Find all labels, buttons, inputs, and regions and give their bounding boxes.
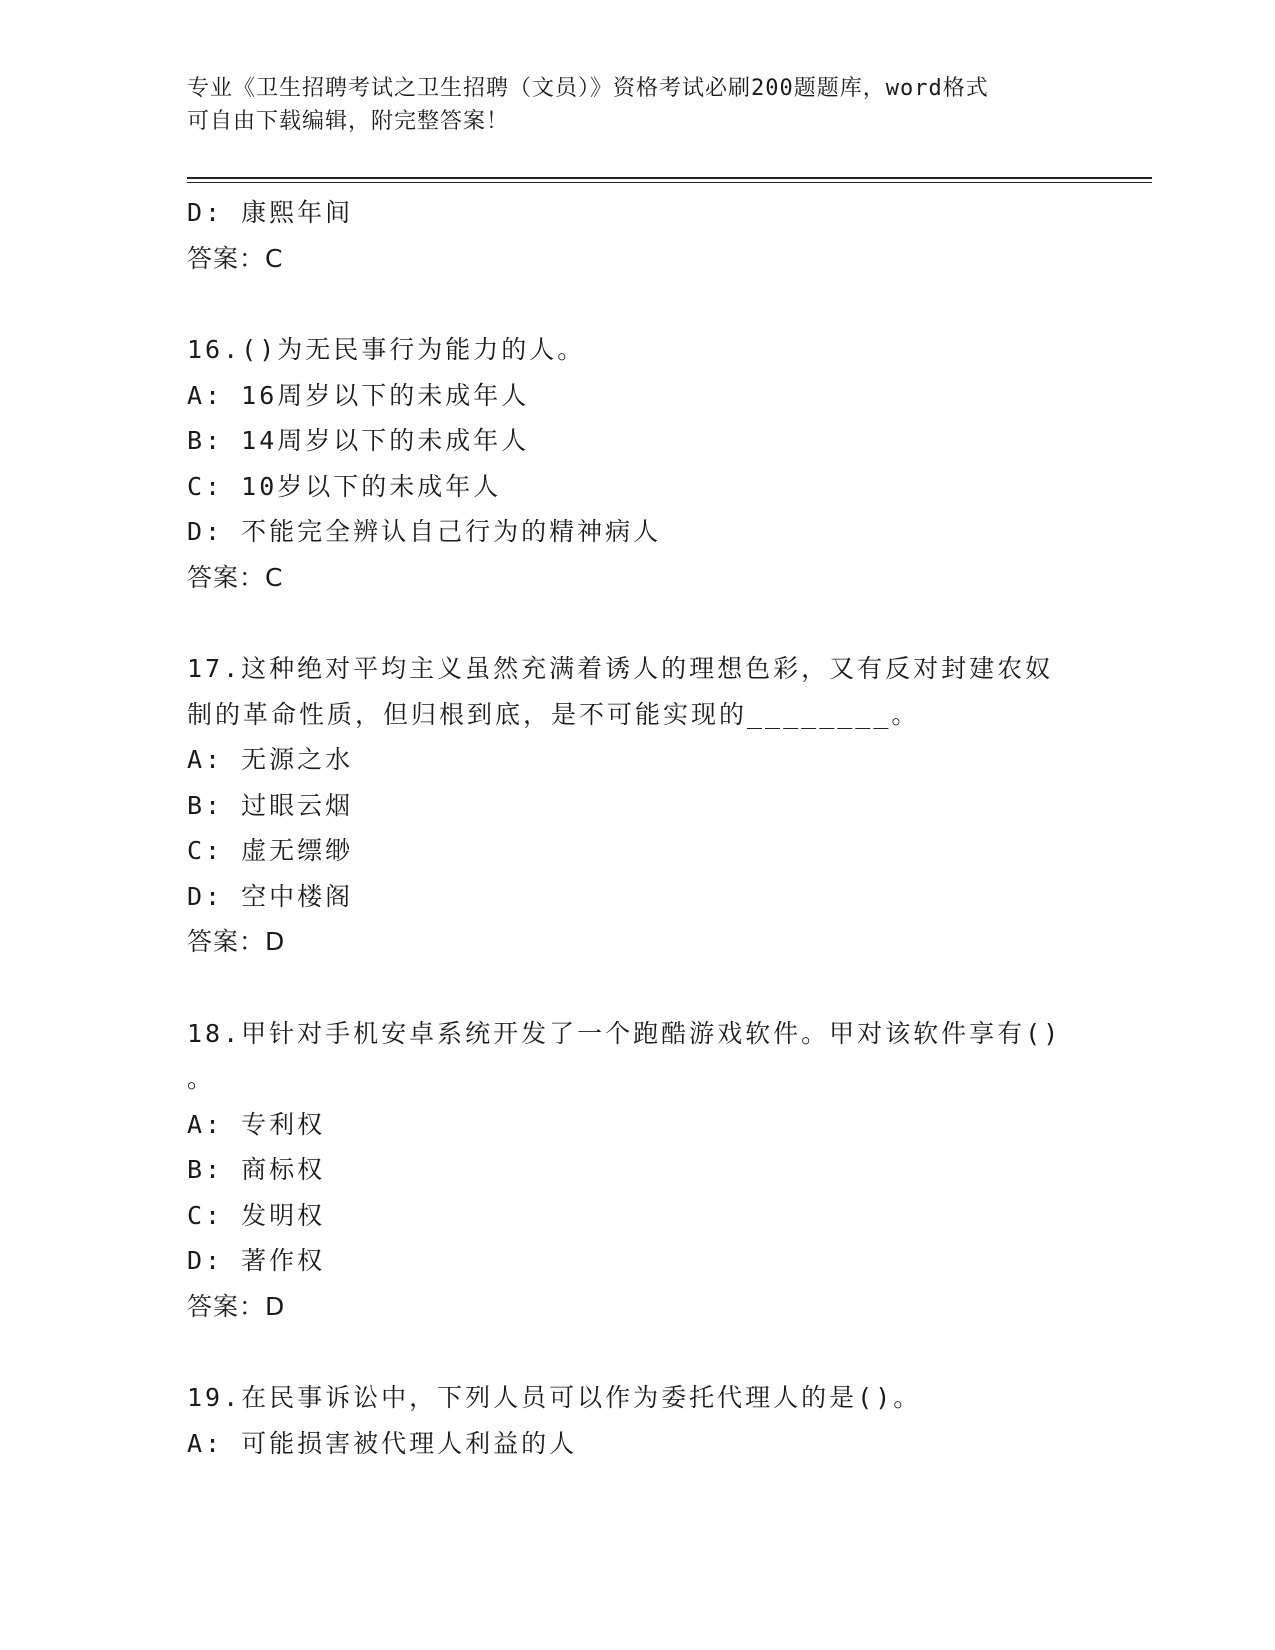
option-d: D: 空中楼阁 [187, 881, 354, 911]
option-a: A: 无源之水 [187, 745, 354, 774]
answer: 答案：D [187, 1291, 286, 1321]
option-d: D: 著作权 [187, 1246, 326, 1275]
option-c: C: 发明权 [187, 1200, 326, 1230]
document-header [187, 72, 1067, 138]
option-a: A: 可能损害被代理人利益的人 [187, 1428, 578, 1458]
question-17 [187, 646, 1087, 965]
answer: 答案：C [187, 243, 284, 273]
option-b: B: 过眼云烟 [187, 790, 354, 820]
spacer [187, 600, 1087, 646]
option-d: D: 不能完全辨认自己行为的精神病人 [187, 517, 662, 546]
option-b: B: 14周岁以下的未成年人 [187, 426, 530, 455]
header-line-2: 可自由下载编辑，附完整答案！ [187, 109, 510, 134]
answer: 答案：D [187, 927, 286, 956]
question-19 [187, 1375, 1087, 1466]
question-stem: 16.()为无民事行为能力的人。 [187, 335, 586, 364]
question-stem: 17.这种绝对平均主义虽然充满着诱人的理想色彩，又有反对封建农奴 [187, 654, 1054, 683]
answer: 答案：C [187, 562, 284, 592]
question-stem-continued: 制的革命性质，但归根到底，是不可能实现的________。 [187, 699, 920, 729]
option-a: A: 专利权 [187, 1109, 326, 1139]
option-c: C: 虚无缥缈 [187, 836, 354, 865]
header-line-1: 专业《卫生招聘考试之卫生招聘（文员）》资格考试必刷200题题库，word格式 [187, 76, 989, 101]
question-stem: 19.在民事诉讼中，下列人员可以作为委托代理人的是()。 [187, 1383, 922, 1412]
spacer [187, 965, 1087, 1011]
option-c: C: 10岁以下的未成年人 [187, 471, 502, 501]
option-b: B: 商标权 [187, 1155, 326, 1184]
option-a: A: 16周岁以下的未成年人 [187, 380, 530, 410]
header-rule-thick [187, 177, 1152, 179]
prev-question-tail [187, 190, 1087, 281]
question-list [187, 190, 1087, 1466]
question-stem: 18.甲针对手机安卓系统开发了一个跑酷游戏软件。甲对该软件享有() [187, 1018, 1062, 1048]
option-d: D: 康熙年间 [187, 198, 354, 227]
question-16 [187, 327, 1087, 600]
header-rule-thin [187, 182, 1152, 183]
spacer [187, 281, 1087, 327]
question-stem-continued: 。 [187, 1064, 216, 1093]
spacer [187, 1329, 1087, 1375]
question-18 [187, 1011, 1087, 1330]
